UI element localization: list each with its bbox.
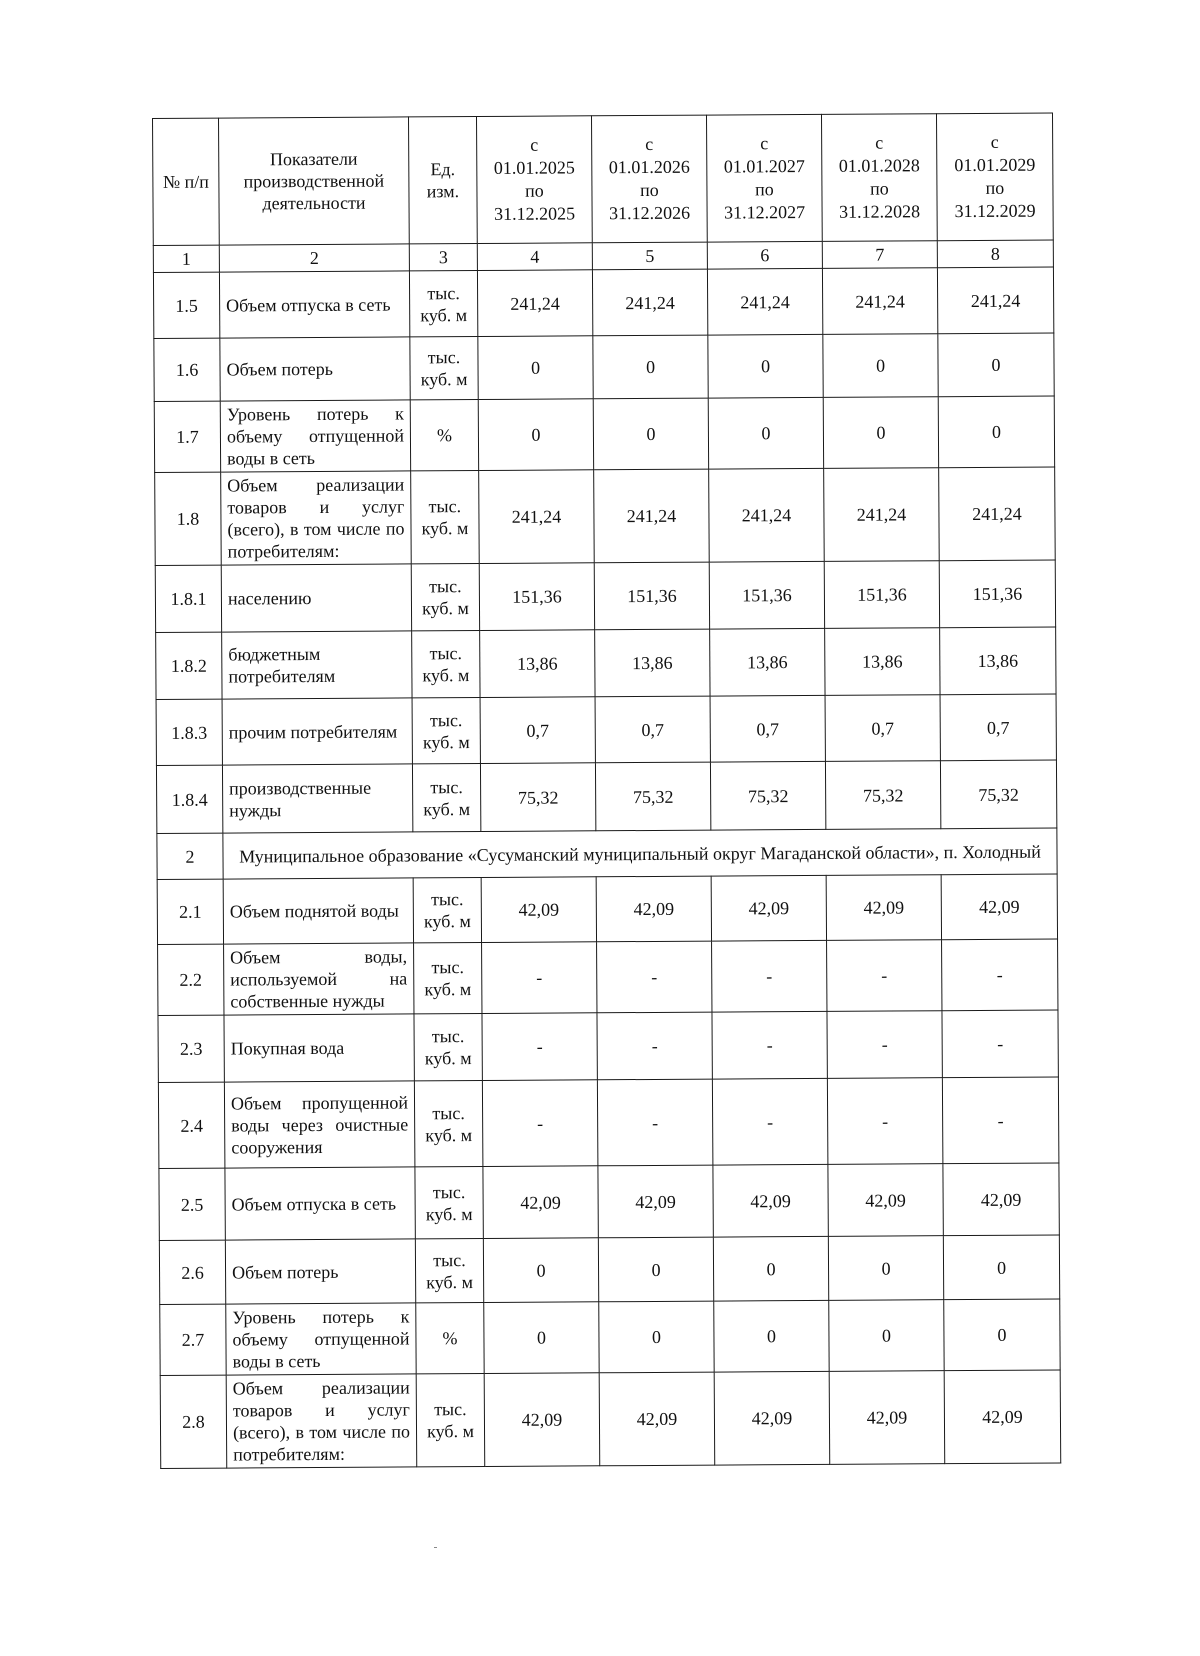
column-number: 7 [822,241,937,269]
value-cell: 241,24 [709,468,825,562]
row-number: 1.8.1 [155,565,221,632]
period-from-label: с [530,134,539,155]
table-row [156,627,1056,699]
column-number: 4 [477,243,592,271]
table-row [155,467,1056,565]
value-cell: 0 [713,1236,828,1301]
period-end-date: 31.12.2029 [954,200,1036,222]
value-cell: 0 [484,1302,599,1374]
row-number: 2.7 [160,1304,226,1375]
value-cell: 0,7 [940,694,1056,761]
table-row [154,396,1054,472]
period-to-label: по [525,180,544,201]
value-cell: 241,24 [477,270,592,337]
period-start-date: 01.01.2027 [723,156,805,177]
period-end-date: 31.12.2025 [494,203,576,224]
value-cell: 0 [599,1301,714,1373]
table-row [156,760,1056,833]
section-title: Муниципальное образование «Сусуманский муниципальный округ Магаданской области», п. Холодный [223,828,1057,879]
row-number: 1.8 [155,472,222,565]
value-cell: 0 [938,396,1054,468]
value-cell: 0 [828,1236,943,1301]
indicator-name: населению [221,564,411,632]
table-row [159,1163,1059,1240]
indicator-name: Объем потерь [220,337,410,401]
scan-speck [434,1547,437,1548]
value-cell: 42,09 [598,1165,713,1238]
indicator-name: Объем поднятой воды [223,878,413,944]
indicator-name: Объем отпуска в сеть [225,1167,415,1240]
value-cell: 0 [483,1238,598,1303]
column-number: 6 [707,241,822,269]
row-number: 1.5 [153,272,219,338]
value-cell: 13,86 [940,627,1056,695]
period-from-label: с [645,133,654,154]
period-to-label: по [985,177,1005,198]
table-row [158,939,1058,1015]
value-cell: - [597,1079,713,1166]
value-cell: 0,7 [710,695,825,762]
period-from-label: с [875,132,884,153]
value-cell: 241,24 [937,267,1053,334]
table-row [159,1235,1059,1304]
value-cell: 151,36 [709,561,824,629]
value-cell: 42,09 [711,875,826,941]
value-cell: 13,86 [825,628,940,696]
value-cell: - [482,942,597,1014]
period-start-date: 01.01.2025 [493,157,575,178]
period-start-date: 01.01.2029 [954,154,1036,176]
period-end-date: 31.12.2027 [724,202,806,223]
value-cell: 241,24 [594,469,710,563]
value-cell: 75,32 [710,761,825,830]
table-row [154,333,1054,401]
row-number: 2.4 [158,1082,225,1168]
value-cell: - [482,1013,597,1081]
value-cell: 241,24 [592,269,707,336]
value-cell: 42,09 [713,1164,828,1237]
value-cell: 42,09 [484,1373,600,1467]
header-period-2026 [591,115,707,243]
column-number: 1 [153,245,219,272]
value-cell: 42,09 [943,1163,1059,1236]
value-cell: 0 [823,397,938,469]
value-cell: 0 [593,398,708,470]
value-cell: 42,09 [483,1166,598,1239]
value-cell: 0 [829,1300,944,1372]
indicator-name: Покупная вода [224,1014,414,1082]
indicator-name: прочим потребителям [222,698,412,765]
value-cell: - [942,1077,1059,1164]
value-cell: 42,09 [828,1164,943,1237]
unit-cell: тыс. куб. м [415,1238,483,1302]
period-start-date: 01.01.2028 [838,155,920,176]
period-start-date: 01.01.2026 [608,156,690,178]
unit-cell: % [416,1302,484,1373]
indicator-name: Объем пропущенной воды через очистные сооружения [224,1081,415,1168]
value-cell: 0 [938,333,1054,397]
value-cell: 42,09 [826,875,941,941]
unit-cell: тыс. куб. м [416,1373,485,1466]
header-period-2029 [936,113,1053,241]
unit-cell: тыс. куб. м [410,337,478,400]
value-cell: 13,86 [480,630,595,698]
indicator-name: производственные нужды [222,764,412,833]
value-cell: 42,09 [714,1371,830,1465]
indicator-name: Уровень потерь к объему отпущенной воды в сеть [220,400,410,472]
unit-cell: тыс. куб. м [412,698,480,764]
section-row [157,828,1057,879]
unit-cell: тыс. куб. м [414,1080,483,1166]
value-cell: 151,36 [824,561,939,629]
table-row [157,874,1057,944]
value-cell: 75,32 [595,762,710,831]
value-cell: 0 [478,336,593,400]
indicator-name: Объем потерь [225,1239,415,1304]
period-from-label: с [990,131,999,152]
value-cell: 42,09 [941,874,1057,940]
period-from-label: с [760,133,769,154]
table-body-part1 [153,267,1056,833]
table-row [160,1299,1060,1375]
header-number: № п/п [153,118,220,245]
value-cell: 241,24 [822,268,937,335]
header-period-2025 [476,116,592,244]
value-cell: 0,7 [825,695,940,762]
unit-cell: тыс. куб. м [414,943,482,1014]
value-cell: 151,36 [479,563,594,631]
row-number: 1.8.2 [156,632,222,699]
value-cell: - [942,939,1058,1011]
value-cell: - [827,1078,943,1165]
value-cell: 0 [944,1299,1060,1371]
column-number: 3 [409,244,477,271]
column-number: 5 [592,242,707,270]
value-cell: - [827,1011,942,1079]
value-cell: 241,24 [707,268,822,335]
value-cell: 0 [593,335,708,399]
value-cell: 0 [943,1235,1059,1300]
value-cell: - [712,1078,828,1165]
value-cell: 241,24 [939,467,1056,561]
indicator-name: Объем воды, используемой на собственные нужды [224,943,414,1015]
production-indicators-table [152,112,1061,1468]
indicator-name: Объем реализации товаров и услуг (всего), в том числе по потребителям: [221,471,412,565]
value-cell: 0 [708,397,823,469]
column-number: 2 [219,244,409,272]
header-unit: Ед. изм. [408,117,477,244]
row-number: 2.3 [158,1015,224,1082]
header-row [153,113,1054,245]
value-cell: 13,86 [595,629,710,697]
row-number: 2.5 [159,1168,225,1240]
table-body-part2 [157,874,1061,1468]
period-end-date: 31.12.2028 [839,201,921,222]
value-cell: 151,36 [939,560,1055,628]
period-to-label: по [870,178,889,199]
value-cell: - [712,940,827,1012]
value-cell: 75,32 [480,763,595,832]
unit-cell: тыс. куб. м [413,878,481,943]
table-header [153,113,1054,272]
value-cell: 0,7 [480,697,595,764]
value-cell: 0 [598,1237,713,1302]
section-2-header [157,828,1057,879]
value-cell: 13,86 [710,628,825,696]
table-row [155,560,1055,632]
header-indicator: Показатели производственной деятельности [219,117,410,245]
table-row [156,694,1056,765]
table-row [153,267,1053,338]
value-cell: 0 [714,1300,829,1372]
column-number: 8 [937,240,1053,268]
unit-cell: тыс. куб. м [412,764,480,832]
row-number: 2.2 [158,944,224,1015]
value-cell: 75,32 [825,761,940,830]
value-cell: 42,09 [829,1371,945,1465]
row-number: 1.6 [154,338,220,401]
period-to-label: по [640,179,659,201]
table-row [158,1010,1058,1082]
value-cell: 0,7 [595,696,710,763]
row-number: 2.8 [160,1375,227,1468]
row-number: 1.7 [154,401,220,472]
value-cell: - [597,1012,712,1080]
unit-cell: тыс. куб. м [411,471,480,564]
unit-cell: тыс. куб. м [412,631,480,698]
unit-cell: тыс. куб. м [415,1166,483,1238]
value-cell: - [482,1080,598,1167]
unit-cell: тыс. куб. м [409,271,477,337]
unit-cell: % [410,400,478,471]
value-cell: 241,24 [479,470,595,564]
row-number: 2.1 [157,879,223,944]
value-cell: - [827,940,942,1012]
period-to-label: по [755,179,774,200]
value-cell: 241,24 [824,468,940,562]
table-row [158,1077,1059,1168]
value-cell: 42,09 [596,876,711,942]
indicator-name: Объем реализации товаров и услуг (всего), в том числе по потребителям: [226,1374,417,1468]
row-number: 2.6 [159,1240,225,1304]
value-cell: 0 [823,334,938,398]
indicator-name: Уровень потерь к объему отпущенной воды в сеть [226,1303,416,1375]
value-cell: 42,09 [599,1372,715,1466]
header-period-2027 [706,114,822,242]
value-cell: 42,09 [944,1370,1061,1464]
value-cell: - [712,1011,827,1079]
value-cell: 151,36 [594,562,709,630]
row-number: 1.8.3 [156,699,222,765]
indicator-name: бюджетным потребителям [222,631,412,699]
section-number: 2 [157,833,223,879]
value-cell: - [597,941,712,1013]
value-cell: 42,09 [481,877,596,943]
value-cell: 0 [708,334,823,398]
unit-cell: тыс. куб. м [414,1014,482,1081]
row-number: 1.8.4 [156,765,222,833]
indicator-name: Объем отпуска в сеть [219,271,409,338]
value-cell: 0 [478,399,593,471]
value-cell: - [942,1010,1058,1078]
document-page [152,113,1060,1469]
unit-cell: тыс. куб. м [411,564,479,631]
period-end-date: 31.12.2026 [609,202,691,224]
header-period-2028 [821,114,937,242]
table-row [160,1370,1061,1468]
value-cell: 75,32 [940,760,1056,829]
